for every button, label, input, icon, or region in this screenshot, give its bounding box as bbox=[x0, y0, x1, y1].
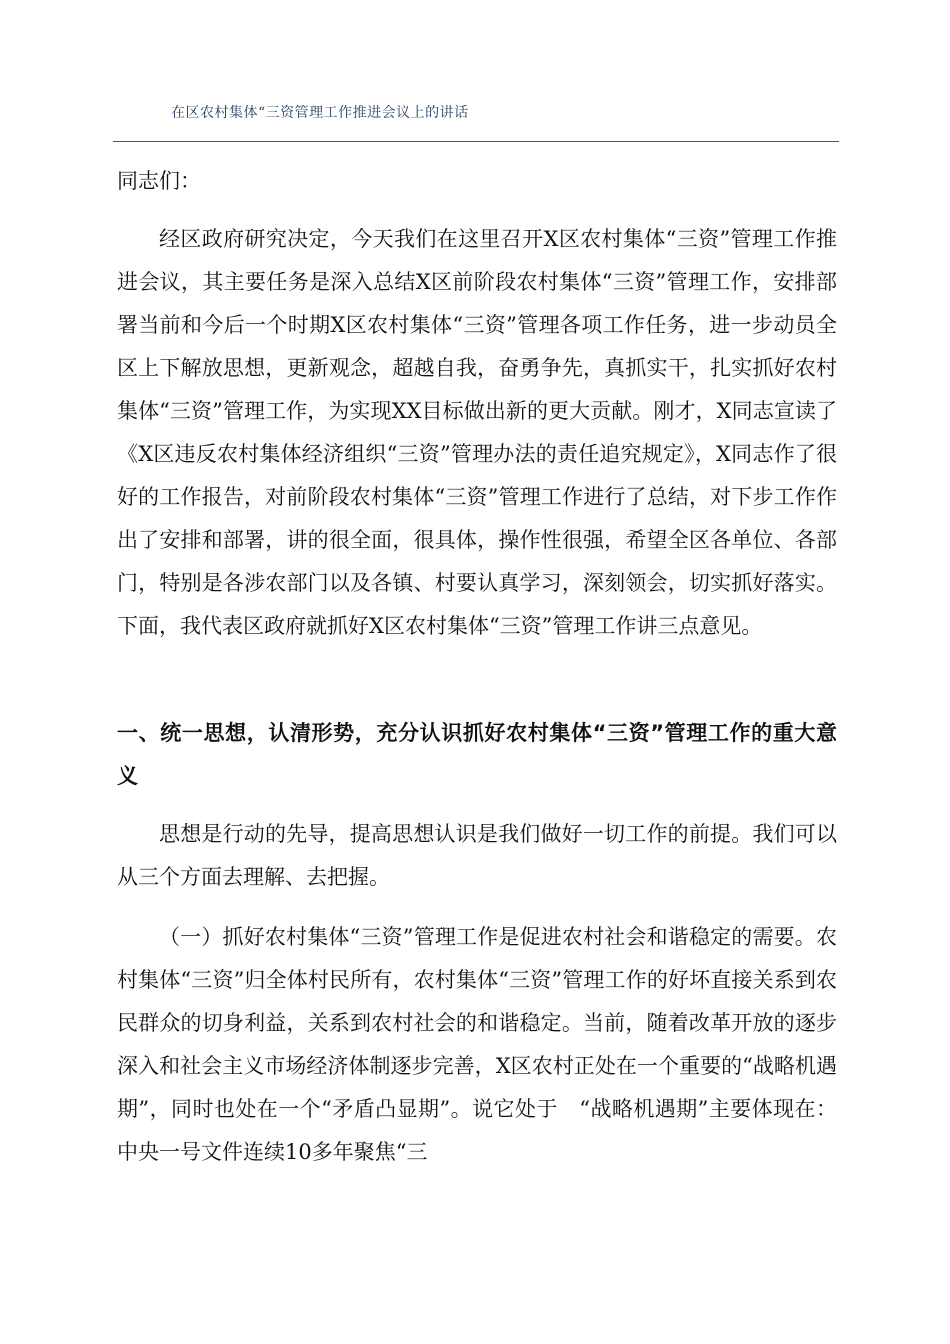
section-heading-1: 一、统一思想，认清形势，充分认识抓好农村集体“三资”管理工作的重大意义 bbox=[117, 721, 837, 788]
salutation: 同志们： bbox=[117, 169, 201, 193]
body-paragraph-2: 思想是行动的先导，提高思想认识是我们做好一切工作的前提。我们可以从三个方面去理解、去把握。 bbox=[117, 822, 837, 889]
header-divider bbox=[113, 141, 839, 142]
body-paragraph-3: （一）抓好农村集体“三资”管理工作是促进农村社会和谐稳定的需要。农村集体“三资”归全体村民所有，农村集体“三资”管理工作的好坏直接关系到农民群众的切身利益，关系到农村社会的和谐稳定。当前，随着改革开放的逐步深入和社会主义市场经济体制逐步完善，X区农村正处在一个重要的“战略机遇期”，同时也处在一个“矛盾凸显期”。说它处于 “战略机遇期”主要体现在：中央一号文件连续10多年聚焦“三 bbox=[117, 925, 837, 1164]
body-paragraph-1: 经区政府研究决定，今天我们在这里召开X区农村集体“三资”管理工作推进会议，其主要任务是深入总结X区前阶段农村集体“三资”管理工作，安排部署当前和今后一个时期X区农村集体“三资”管理各项工作任务，进一步动员全区上下解放思想，更新观念，超越自我，奋勇争先，真抓实干，扎实抓好农村集体“三资”管理工作，为实现XX目标做出新的更大贡献。刚才，X同志宣读了《X区违反农村集体经济组织“三资”管理办法的责任追究规定》，X同志作了很好的工作报告，对前阶段农村集体“三资”管理工作进行了总结，对下步工作作出了安排和部署，讲的很全面，很具体，操作性很强，希望全区各单位、各部门，特别是各涉农部门以及各镇、村要认真学习，深刻领会，切实抓好落实。下面，我代表区政府就抓好X区农村集体“三资”管理工作讲三点意见。 bbox=[117, 227, 837, 638]
running-header: 在区农村集体“三资管理工作推进会议上的讲话 bbox=[171, 105, 469, 121]
